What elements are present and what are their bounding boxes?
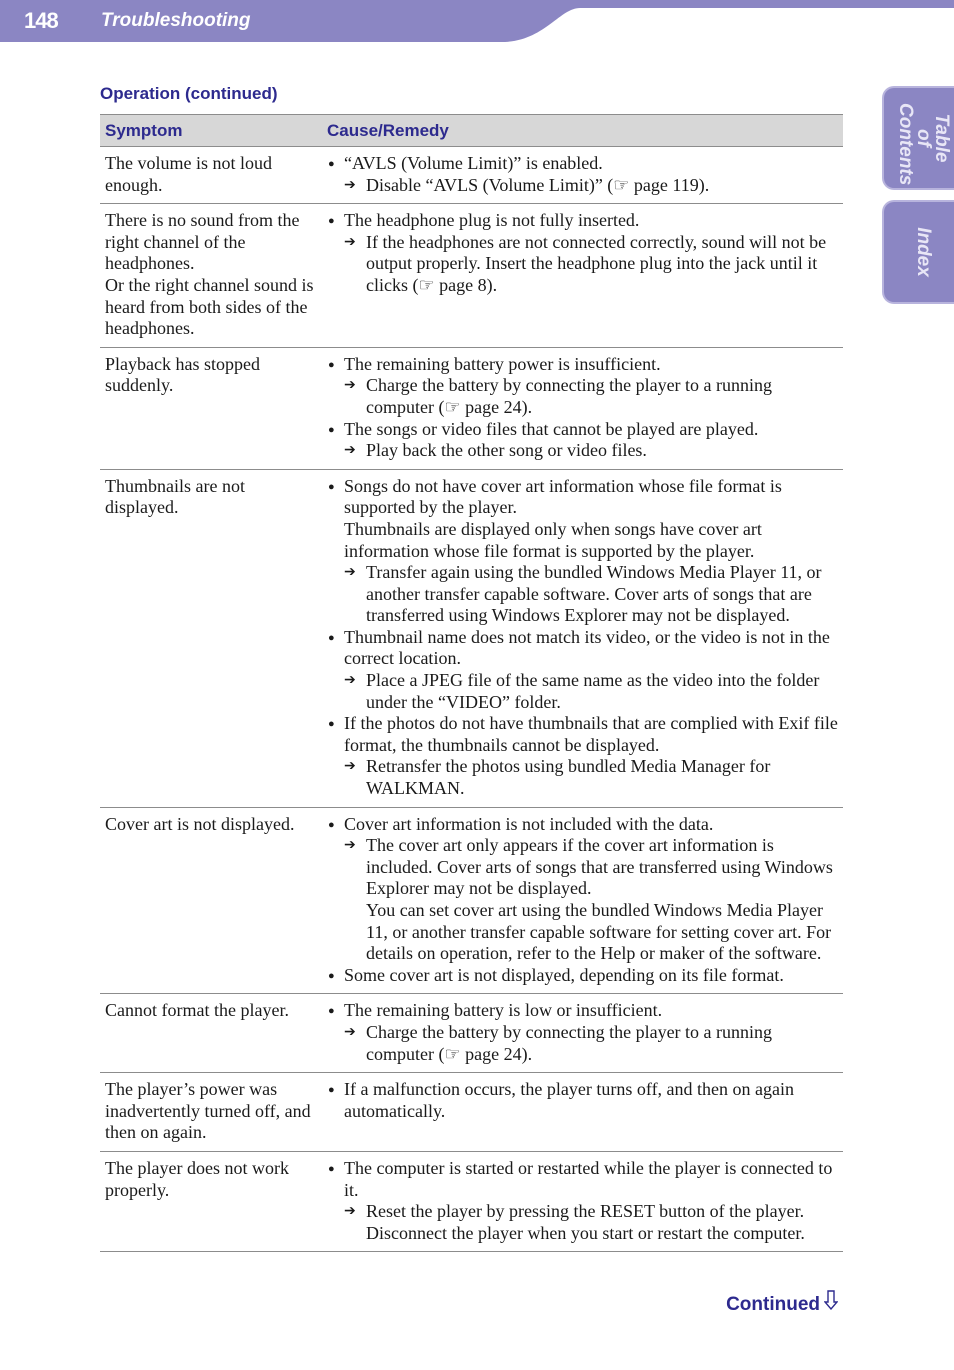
symptom-cell	[100, 994, 322, 1073]
symptom-text: Cover art is not displayed.	[105, 813, 295, 834]
symptom-header: Symptom	[100, 115, 322, 147]
symptom-cell	[100, 347, 322, 469]
table-row	[100, 204, 843, 348]
cause-text: ● The remaining battery power is insufficient.	[327, 354, 838, 376]
cause-remedy-cell	[322, 469, 843, 807]
cause-text: ● The headphone plug is not fully inserted.	[327, 210, 838, 232]
table-row	[100, 1151, 843, 1251]
cause-remedy-cell	[322, 347, 843, 469]
cause-remedy-header: Cause/Remedy	[322, 115, 843, 147]
table-row	[100, 1073, 843, 1152]
cause-remedy-cell	[322, 1151, 843, 1251]
cause-text: ● The remaining battery is low or insufficient.	[327, 1000, 838, 1022]
continued-indicator	[726, 1290, 838, 1316]
symptom-cell	[100, 1073, 322, 1152]
cause-text: ● Some cover art is not displayed, depending on its file format.	[327, 965, 838, 987]
remedy-text: ➔ Charge the battery by connecting the player to a running computer (☞ page 24).	[327, 1022, 838, 1065]
table-header-row	[100, 115, 843, 147]
table-row	[100, 807, 843, 994]
remedy-text: ➔ Disable “AVLS (Volume Limit)” (☞ page 119).	[327, 175, 838, 197]
cause-note: Thumbnails are displayed only when songs have cover art information whose file format is supported by the player.	[344, 518, 762, 561]
cause-remedy-cell	[322, 807, 843, 994]
symptom-text: Playback has stopped suddenly.	[105, 353, 260, 396]
cause-text: ● Songs do not have cover art information whose file format is supported by the player.	[327, 476, 838, 519]
table-of-contents-tab-label	[895, 103, 952, 186]
remedy-text: ➔ Charge the battery by connecting the player to a running computer (☞ page 24).	[327, 375, 838, 418]
toc-label-text: Table of Contents	[895, 103, 952, 186]
remedy-text: ➔ Transfer again using the bundled Windows Media Player 11, or another transfer capable software. Cover arts of songs that are transferred using Windows Explorer may not be displayed.	[327, 562, 838, 627]
page-number: 148	[24, 8, 58, 33]
index-tab[interactable]	[882, 200, 954, 304]
table-row	[100, 147, 843, 204]
table-row	[100, 347, 843, 469]
cause-remedy-cell	[322, 1073, 843, 1152]
symptom-text: There is no sound from the right channel of the headphones.	[105, 210, 300, 274]
symptom-cell	[100, 147, 322, 204]
arrow-down-icon	[824, 1290, 838, 1316]
cause-text: ● Cover art information is not included with the data.	[327, 814, 838, 836]
section-title: Troubleshooting	[101, 10, 251, 31]
troubleshooting-table	[100, 114, 843, 1252]
symptom-cell	[100, 1151, 322, 1251]
symptom-cell	[100, 204, 322, 348]
table-of-contents-tab[interactable]	[882, 86, 954, 190]
remedy-note: You can set cover art using the bundled Windows Media Player 11, or another transfer capable software for setting cover art. For details on operation, refer to the Help or maker of the software.	[366, 900, 832, 964]
section-heading: Operation (continued)	[100, 84, 278, 103]
symptom-text: Cannot format the player.	[105, 1000, 289, 1021]
symptom-cell	[100, 469, 322, 807]
remedy-text: ➔ The cover art only appears if the cover art information is included. Cover arts of songs that are transferred using Windows Explorer may not be displayed.	[327, 835, 838, 900]
cause-text: ● If the photos do not have thumbnails that are complied with Exif file format, the thumbnails cannot be displayed.	[327, 713, 838, 756]
table-row	[100, 469, 843, 807]
cause-text: ● “AVLS (Volume Limit)” is enabled.	[327, 153, 838, 175]
symptom-text: The volume is not loud enough.	[105, 153, 272, 195]
cause-remedy-cell	[322, 994, 843, 1073]
remedy-text: ➔ Play back the other song or video files.	[327, 440, 838, 462]
symptom-text: Or the right channel sound is heard from both sides of the headphones.	[105, 274, 314, 339]
remedy-text: ➔ If the headphones are not connected correctly, sound will not be output properly. Insert the headphone plug into the jack until it clicks (☞ page 8).	[327, 232, 838, 297]
remedy-text: ➔ Retransfer the photos using bundled Media Manager for WALKMAN.	[327, 756, 838, 799]
symptom-text: Thumbnails are not displayed.	[105, 475, 245, 518]
cause-text: ● The computer is started or restarted while the player is connected to it.	[327, 1158, 838, 1201]
table-row	[100, 994, 843, 1073]
remedy-text: ➔ Reset the player by pressing the RESET button of the player. Disconnect the player when you start or restart the computer.	[327, 1201, 838, 1244]
symptom-cell	[100, 807, 322, 994]
index-tab-label: Index	[913, 227, 934, 277]
remedy-text: ➔ Place a JPEG file of the same name as the video into the folder under the “VIDEO” folder.	[327, 670, 838, 713]
cause-text: ● The songs or video files that cannot be played are played.	[327, 419, 838, 441]
symptom-text: The player’s power was inadvertently turned off, and then on again.	[105, 1079, 311, 1143]
table-body	[100, 147, 843, 1252]
cause-text: ● Thumbnail name does not match its video, or the video is not in the correct location.	[327, 627, 838, 670]
continued-label: Continued	[726, 1294, 820, 1315]
cause-remedy-cell	[322, 147, 843, 204]
cause-text: ● If a malfunction occurs, the player turns off, and then on again automatically.	[327, 1079, 838, 1122]
symptom-text: The player does not work properly.	[105, 1157, 289, 1200]
cause-remedy-cell	[322, 204, 843, 348]
